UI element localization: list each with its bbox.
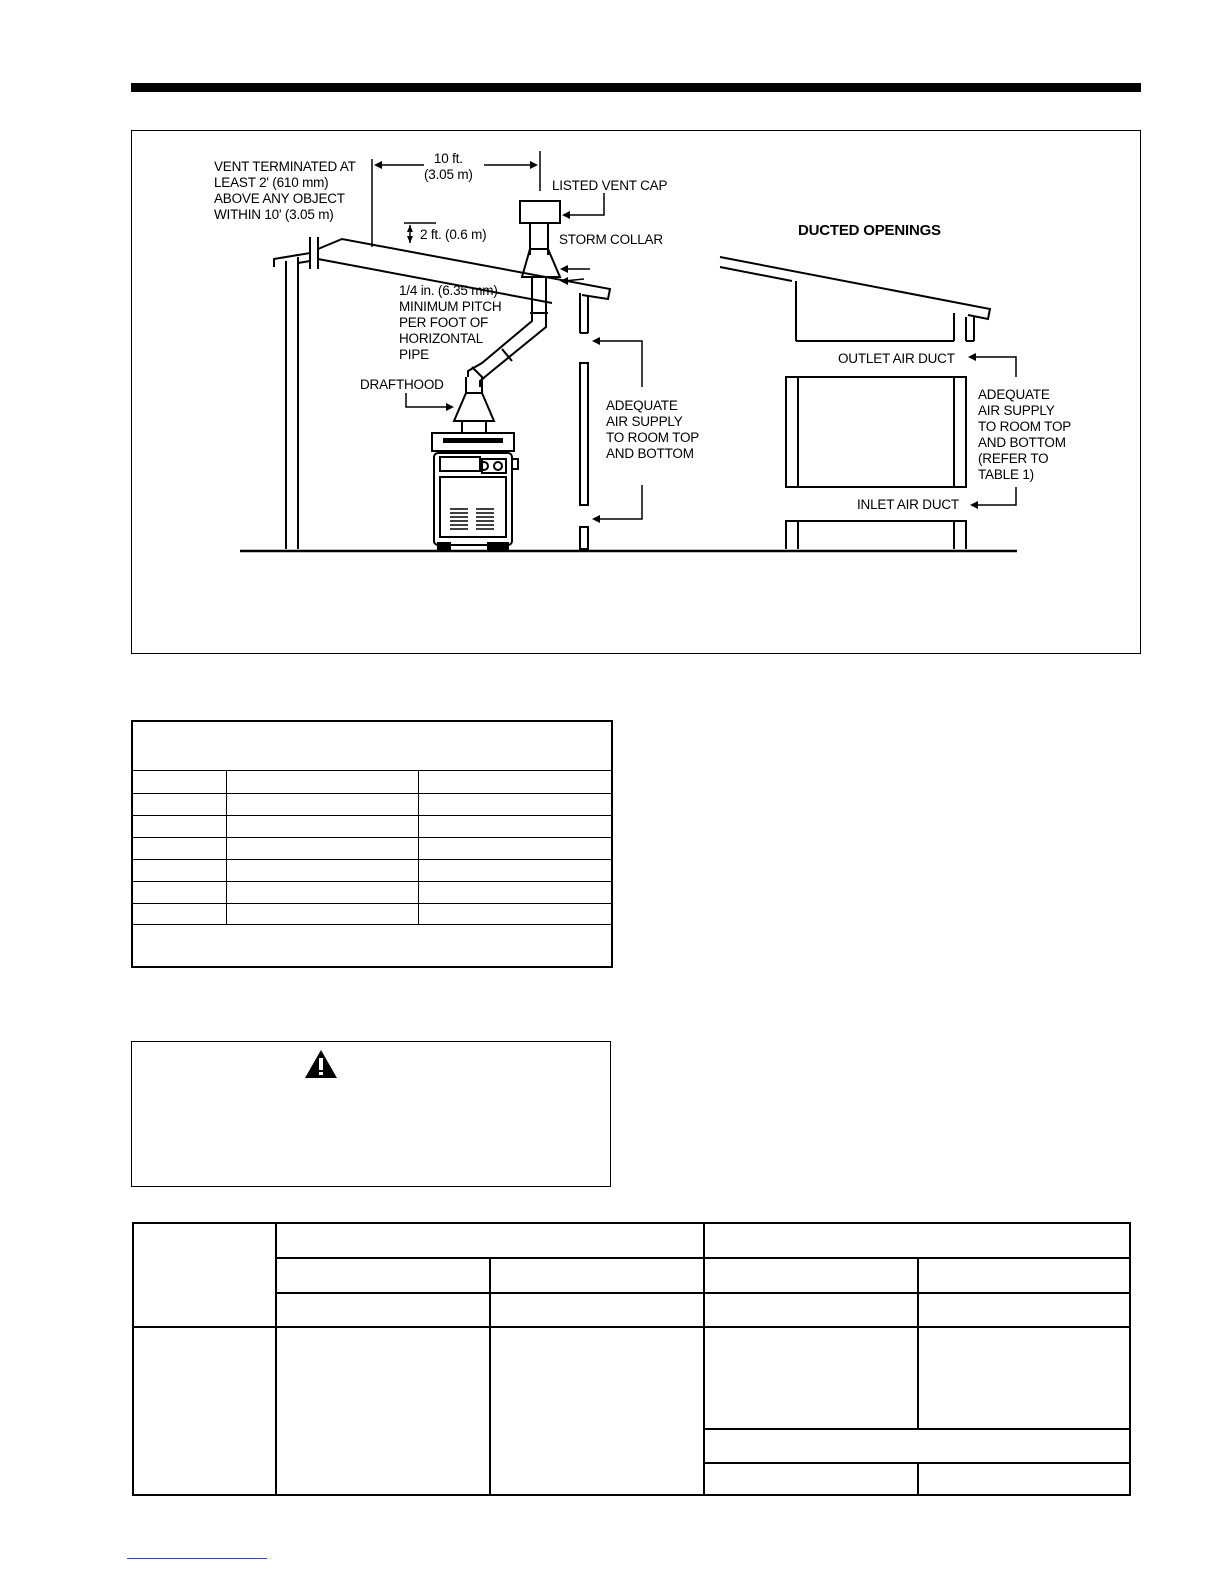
min-pitch-label bbox=[399, 283, 501, 363]
adequate-air-right-line-2: AIR SUPPLY bbox=[978, 403, 1055, 418]
top-rule bbox=[131, 83, 1141, 92]
adequate-air-right-line-4: AND BOTTOM bbox=[978, 435, 1066, 450]
adequate-air-left-line-3: TO ROOM TOP bbox=[606, 430, 700, 445]
adequate-air-left-label bbox=[606, 398, 699, 462]
table1-row-line bbox=[133, 770, 611, 771]
adequate-air-left-line-1: ADEQUATE bbox=[606, 398, 678, 413]
distance-2ft-label: 2 ft. (0.6 m) bbox=[420, 227, 487, 242]
adequate-air-right-line-1: ADEQUATE bbox=[978, 387, 1050, 402]
table1-row-line bbox=[133, 815, 611, 816]
table1-row-line bbox=[133, 793, 611, 794]
vent-terminated-line-1: VENT TERMINATED AT bbox=[214, 159, 356, 174]
adequate-air-left-line-4: AND BOTTOM bbox=[606, 446, 694, 461]
adequate-air-right-line-3: TO ROOM TOP bbox=[978, 419, 1072, 434]
distance-10ft-line-2: (3.05 m) bbox=[424, 167, 473, 182]
table2-row-line bbox=[134, 1326, 1129, 1328]
table2-row-line bbox=[275, 1257, 1129, 1259]
drafthood-shape bbox=[454, 393, 494, 421]
drafthood-label: DRAFTHOOD bbox=[360, 377, 444, 392]
warning-box bbox=[131, 1041, 611, 1187]
table1-col-line bbox=[226, 770, 227, 925]
adequate-air-right-line-6: TABLE 1) bbox=[978, 467, 1034, 482]
table-1 bbox=[131, 720, 613, 968]
table1-row-line bbox=[133, 924, 611, 925]
table1-row-line bbox=[133, 903, 611, 904]
table2-col-line bbox=[917, 1258, 919, 1428]
vent-terminated-line-3: ABOVE ANY OBJECT bbox=[214, 191, 345, 206]
footer-link-rule bbox=[127, 1558, 267, 1559]
inlet-air-duct-label: INLET AIR DUCT bbox=[857, 497, 959, 512]
ducted-wall bbox=[786, 377, 966, 487]
table1-row-line bbox=[133, 837, 611, 838]
vent-cap bbox=[520, 201, 560, 223]
outlet-air-duct-label: OUTLET AIR DUCT bbox=[838, 351, 955, 366]
table-2 bbox=[132, 1222, 1131, 1496]
table2-col-line bbox=[703, 1224, 705, 1494]
vent-terminated-label bbox=[214, 159, 356, 223]
venting-figure bbox=[131, 130, 1141, 654]
ducted-openings-label: DUCTED OPENINGS bbox=[798, 222, 941, 239]
listed-vent-cap-label: LISTED VENT CAP bbox=[552, 178, 668, 193]
heater-body bbox=[434, 453, 512, 545]
table1-col-line bbox=[418, 770, 419, 925]
storm-collar-label: STORM COLLAR bbox=[559, 232, 663, 247]
adequate-air-right-label bbox=[978, 387, 1071, 483]
min-pitch-line-3: PER FOOT OF bbox=[399, 315, 489, 330]
table2-col-line bbox=[275, 1224, 277, 1494]
table2-row-line bbox=[703, 1462, 1129, 1464]
min-pitch-line-2: MINIMUM PITCH bbox=[399, 299, 502, 314]
distance-10ft-label bbox=[424, 151, 473, 183]
roof-eave bbox=[274, 253, 310, 267]
table2-col-line bbox=[917, 1462, 919, 1494]
adequate-air-right-line-5: (REFER TO bbox=[978, 451, 1049, 466]
adequate-air-left-line-2: AIR SUPPLY bbox=[606, 414, 683, 429]
heater-louvers bbox=[450, 509, 494, 529]
min-pitch-line-4: HORIZONTAL bbox=[399, 331, 484, 346]
table1-row-line bbox=[133, 881, 611, 882]
table2-row-line bbox=[703, 1428, 1129, 1430]
vent-terminated-line-4: WITHIN 10' (3.05 m) bbox=[214, 207, 334, 222]
vent-terminated-line-2: LEAST 2' (610 mm) bbox=[214, 175, 329, 190]
wall-right-middle bbox=[580, 363, 588, 505]
min-pitch-line-5: PIPE bbox=[399, 347, 429, 362]
min-pitch-line-1: 1/4 in. (6.35 mm) bbox=[399, 283, 498, 298]
roof-right-top bbox=[720, 257, 990, 319]
table1-row-line bbox=[133, 859, 611, 860]
wall-right-lower bbox=[580, 527, 588, 549]
table2-row-line bbox=[275, 1292, 1129, 1294]
warning-triangle-icon bbox=[304, 1049, 338, 1079]
distance-10ft-line-1: 10 ft. bbox=[433, 151, 463, 166]
